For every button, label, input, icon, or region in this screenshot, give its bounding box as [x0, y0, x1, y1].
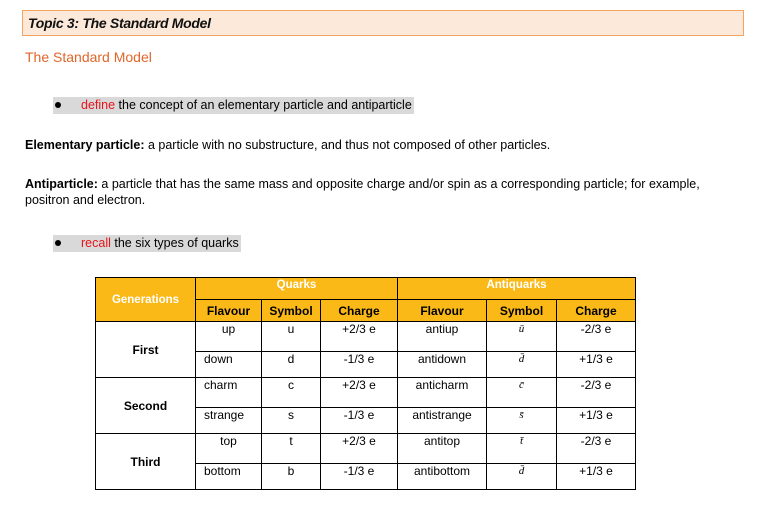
- antiquark-charge: -2/3 e: [557, 322, 636, 352]
- col-header: Flavour: [196, 300, 262, 322]
- definition-term: Elementary particle:: [25, 138, 145, 152]
- bullet-dot-icon: [55, 240, 61, 246]
- bullet-dot-icon: [55, 102, 61, 108]
- antiquark-flavour: antitop: [398, 434, 487, 464]
- col-header: Symbol: [487, 300, 557, 322]
- quark-symbol: u: [262, 322, 321, 352]
- generation-label: First: [96, 322, 196, 378]
- antiquark-flavour: antiup: [398, 322, 487, 352]
- quark-charge: +2/3 e: [321, 378, 398, 408]
- col-header: Symbol: [262, 300, 321, 322]
- definition-text: a particle with no substructure, and thus not composed of other particles.: [144, 138, 551, 152]
- antiquark-charge: +1/3 e: [557, 464, 636, 490]
- quark-flavour: up: [196, 322, 262, 352]
- quark-charge: -1/3 e: [321, 352, 398, 378]
- generations-header: Generations: [96, 278, 196, 322]
- bullet-text: the six types of quarks: [110, 236, 239, 250]
- antiquark-flavour: antidown: [398, 352, 487, 378]
- bullet-define: [53, 97, 414, 114]
- bullet-recall: [53, 235, 241, 252]
- table-row: [96, 322, 636, 352]
- quark-symbol: c: [262, 378, 321, 408]
- antiquark-symbol: d̄: [487, 464, 557, 490]
- antiquark-symbol: ū: [487, 322, 557, 352]
- bullet-keyword: define: [81, 98, 116, 112]
- generation-label: Second: [96, 378, 196, 434]
- topic-title: Topic 3: The Standard Model: [28, 15, 211, 31]
- definition-antiparticle: [25, 176, 741, 208]
- col-header: Charge: [557, 300, 636, 322]
- antiquarks-header: Antiquarks: [398, 278, 636, 300]
- antiquark-symbol: c̄: [487, 378, 557, 408]
- quark-charge: -1/3 e: [321, 408, 398, 434]
- quark-charge: -1/3 e: [321, 464, 398, 490]
- col-header: Flavour: [398, 300, 487, 322]
- definition-elementary: [25, 137, 741, 153]
- quark-flavour: charm: [196, 378, 262, 408]
- quark-flavour: bottom: [196, 464, 262, 490]
- quark-flavour: down: [196, 352, 262, 378]
- antiquark-symbol: s̄: [487, 408, 557, 434]
- quark-symbol: b: [262, 464, 321, 490]
- antiquark-charge: +1/3 e: [557, 408, 636, 434]
- antiquark-symbol: t̄: [487, 434, 557, 464]
- antiquark-flavour: anticharm: [398, 378, 487, 408]
- antiquark-charge: -2/3 e: [557, 434, 636, 464]
- antiquark-charge: +1/3 e: [557, 352, 636, 378]
- bullet-keyword: recall: [81, 236, 111, 250]
- quark-flavour: strange: [196, 408, 262, 434]
- antiquark-charge: -2/3 e: [557, 378, 636, 408]
- table-row: [96, 378, 636, 408]
- quark-charge: +2/3 e: [321, 322, 398, 352]
- quark-charge: +2/3 e: [321, 434, 398, 464]
- generation-label: Third: [96, 434, 196, 490]
- section-subtitle: The Standard Model: [25, 49, 152, 65]
- quark-symbol: s: [262, 408, 321, 434]
- antiquark-flavour: antistrange: [398, 408, 487, 434]
- definition-text: a particle that has the same mass and opposite charge and/or spin as a corresponding particle; for example, positron and electron.: [25, 177, 700, 207]
- topic-banner: [22, 10, 744, 36]
- quarks-table: [95, 277, 636, 490]
- table-row: [96, 434, 636, 464]
- antiquark-symbol: d̄: [487, 352, 557, 378]
- quark-symbol: t: [262, 434, 321, 464]
- quarks-header: Quarks: [196, 278, 398, 300]
- bullet-text: the concept of an elementary particle and antiparticle: [115, 98, 412, 112]
- quark-symbol: d: [262, 352, 321, 378]
- definition-term: Antiparticle:: [25, 177, 98, 191]
- antiquark-flavour: antibottom: [398, 464, 487, 490]
- quark-flavour: top: [196, 434, 262, 464]
- col-header: Charge: [321, 300, 398, 322]
